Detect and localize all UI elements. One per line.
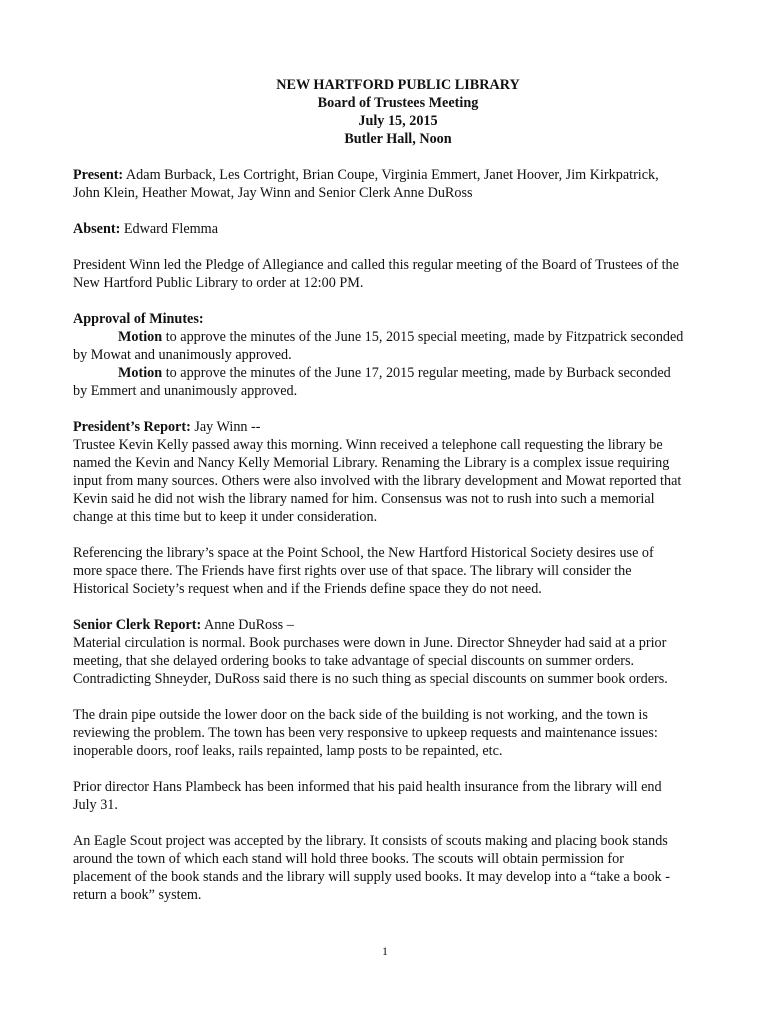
page-number: 1 [382, 944, 388, 958]
senior-clerk-paragraph-1 [73, 616, 723, 688]
document-body [73, 76, 723, 922]
paragraph-line: input from many sources. Others were also involved with the library development and Mowat reported that [73, 473, 682, 489]
call-to-order-line-2: New Hartford Public Library to order at 12:00 PM. [73, 275, 364, 291]
senior-clerk-lead: Anne DuRoss – [201, 617, 294, 633]
senior-clerk-paragraph-4 [73, 832, 723, 904]
senior-clerk-label: Senior Clerk Report: [73, 617, 202, 633]
motion-1-line-1: to approve the minutes of the June 15, 2015 special meeting, made by Fitzpatrick seconded [162, 329, 684, 345]
paragraph-line: Kevin said he did not wish the library named for him. Consensus was not to rush into such a memorial [73, 491, 655, 507]
motion-1-line-2: by Mowat and unanimously approved. [73, 347, 292, 363]
senior-clerk-paragraph-2 [73, 706, 723, 760]
present-line-2: John Klein, Heather Mowat, Jay Winn and Senior Clerk Anne DuRoss [73, 185, 473, 201]
paragraph-line: July 31. [73, 797, 118, 813]
present-paragraph [73, 166, 723, 202]
senior-clerk-paragraph-3 [73, 778, 723, 814]
absent-paragraph [73, 220, 723, 238]
presidents-report-paragraph-2 [73, 544, 723, 598]
header-library-name: NEW HARTFORD PUBLIC LIBRARY [276, 77, 520, 93]
paragraph-line: reviewing the problem. The town has been very responsive to upkeep requests and maintenance issues: [73, 725, 658, 741]
paragraph-line: placement of the book stands and the library will supply used books. It may develop into a “take a book - [73, 869, 670, 885]
present-label: Present: [73, 167, 124, 183]
motion-2-line-1: to approve the minutes of the June 17, 2015 regular meeting, made by Burback seconded [162, 365, 671, 381]
paragraph-line: The drain pipe outside the lower door on the back side of the building is not working, and the town is [73, 707, 648, 723]
header-meeting-type: Board of Trustees Meeting [317, 95, 479, 111]
paragraph-line: Trustee Kevin Kelly passed away this morning. Winn received a telephone call requesting the library be [73, 437, 663, 453]
paragraph-line: return a book” system. [73, 887, 202, 903]
present-line-1: Adam Burback, Les Cortright, Brian Coupe, Virginia Emmert, Janet Hoover, Jim Kirkpatrick, [123, 167, 659, 183]
paragraph-line: Prior director Hans Plambeck has been informed that his paid health insurance from the library will end [73, 779, 662, 795]
motion-1-label: Motion [118, 329, 163, 345]
paragraph-line: An Eagle Scout project was accepted by the library. It consists of scouts making and placing book stands [73, 833, 668, 849]
header-location: Butler Hall, Noon [344, 131, 452, 147]
paragraph-line: inoperable doors, roof leaks, rails repainted, lamp posts to be repainted, etc. [73, 743, 503, 759]
paragraph-line: named the Kevin and Nancy Kelly Memorial Library. Renaming the Library is a complex issue requiring [73, 455, 670, 471]
presidents-report-label: President’s Report: [73, 419, 191, 435]
motion-2-label: Motion [118, 365, 163, 381]
approval-section [73, 310, 723, 400]
paragraph-line: Contradicting Shneyder, DuRoss said there is no such thing as special discounts on summer book orders. [73, 671, 668, 687]
motion-2-line-2: by Emmert and unanimously approved. [73, 383, 298, 399]
call-to-order-paragraph [73, 256, 723, 292]
paragraph-line: around the town of which each stand will hold three books. The scouts will obtain permission for [73, 851, 624, 867]
presidents-report-lead: Jay Winn -- [190, 419, 261, 435]
paragraph-line: more space there. The Friends have first rights over use of that space. The library will consider the [73, 563, 632, 579]
document-header [73, 76, 723, 148]
paragraph-line: meeting, that she delayed ordering books to take advantage of special discounts on summer orders. [73, 653, 635, 669]
absent-text: Edward Flemma [120, 221, 219, 237]
header-date: July 15, 2015 [358, 113, 438, 129]
paragraph-line: Referencing the library’s space at the Point School, the New Hartford Historical Society desires use of [73, 545, 654, 561]
approval-heading: Approval of Minutes: [73, 311, 204, 327]
paragraph-line: change at this time but to keep it under consideration. [73, 509, 378, 525]
presidents-report-paragraph-1 [73, 418, 723, 526]
absent-label: Absent: [73, 221, 121, 237]
paragraph-line: Material circulation is normal. Book purchases were down in June. Director Shneyder had said at a prior [73, 635, 667, 651]
paragraph-line: Historical Society’s request when and if the Friends define space they do not need. [73, 581, 542, 597]
call-to-order-line-1: President Winn led the Pledge of Allegiance and called this regular meeting of the Board of Trustees of the [73, 257, 679, 273]
